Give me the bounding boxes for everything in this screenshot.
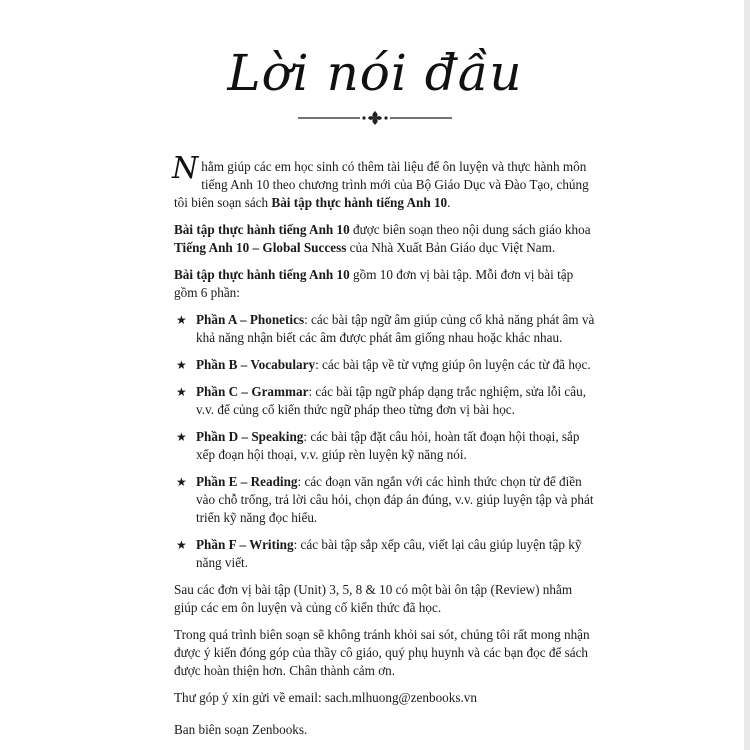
intro-paragraph: Nhằm giúp các em học sinh có thêm tài liệu để ôn luyện và thực hành môn tiếng Anh 10 theo chương trình mới của Bộ Giáo Dục và Đào Tạo, chúng tôi biên soạn sách Bài tập thực hành tiếng Anh 10. bbox=[172, 151, 589, 210]
textbook-paragraph: Bài tập thực hành tiếng Anh 10 được biên soạn theo nội dung sách giáo khoa Tiếng Anh 10 – Global Success của Nhà Xuất Bản Giáo dục Việt Nam. bbox=[174, 222, 591, 255]
page-spine-shadow bbox=[744, 0, 750, 750]
contact-paragraph: Thư góp ý xin gửi về email: sach.mlhuong@zenbooks.vn bbox=[174, 690, 477, 705]
textbook-name: Tiếng Anh 10 – Global Success bbox=[174, 240, 347, 255]
list-item: ★ Phần C – Grammar: các bài tập ngữ pháp dạng trắc nghiệm, sửa lỗi câu, v.v. để củng cố kiến thức ngữ pháp theo từng đơn vị bài học. bbox=[176, 384, 587, 417]
review-paragraph: Sau các đơn vị bài tập (Unit) 3, 5, 8 & 10 có một bài ôn tập (Review) nhằm giúp các em ôn luyện và củng cố kiến thức đã học. bbox=[174, 582, 573, 615]
ornament-divider-icon bbox=[298, 108, 452, 128]
page-title: Lời nói đầu bbox=[227, 44, 523, 102]
feedback-paragraph: Trong quá trình biên soạn sẽ không tránh khỏi sai sót, chúng tôi rất mong nhận được ý kiến đóng góp của thầy cô giáo, quý phụ huynh và các bạn đọc để sách được hoàn thiện hơn. Chân thành cảm ơn. bbox=[174, 627, 590, 678]
star-icon: ★ bbox=[176, 385, 187, 399]
star-icon: ★ bbox=[176, 313, 187, 327]
list-item: ★ Phần F – Writing: các bài tập sắp xếp câu, viết lại câu giúp luyện tập kỹ năng viết. bbox=[176, 537, 582, 570]
book-name: Bài tập thực hành tiếng Anh 10 bbox=[174, 222, 350, 237]
star-icon: ★ bbox=[176, 430, 187, 444]
preface-body bbox=[172, 151, 598, 748]
list-item: ★ Phần E – Reading: các đoạn văn ngắn với các hình thức chọn từ để điền vào chỗ trống, trả lời câu hỏi, chọn đáp án đúng, v.v. giúp luyện tập và phát triển kỹ năng đọc hiểu. bbox=[176, 474, 594, 525]
structure-paragraph: Bài tập thực hành tiếng Anh 10 gồm 10 đơn vị bài tập. Mỗi đơn vị bài tập gồm 6 phần: bbox=[174, 267, 574, 300]
list-item: ★ Phần B – Vocabulary: các bài tập về từ vựng giúp ôn luyện các từ đã học. bbox=[176, 357, 591, 372]
sections-list bbox=[174, 311, 598, 572]
star-icon: ★ bbox=[176, 475, 187, 489]
list-item: ★ Phần D – Speaking: các bài tập đặt câu hỏi, hoàn tất đoạn hội thoại, sắp xếp đoạn hội thoại, v.v. giúp rèn luyện kỹ năng nói. bbox=[176, 429, 580, 462]
contact-email: sach.mlhuong@zenbooks.vn bbox=[324, 690, 477, 705]
book-name: Bài tập thực hành tiếng Anh 10 bbox=[174, 267, 350, 282]
signature: Ban biên soạn Zenbooks. bbox=[174, 722, 308, 737]
star-icon: ★ bbox=[176, 538, 187, 552]
star-icon: ★ bbox=[176, 358, 187, 372]
drop-cap: N bbox=[172, 151, 199, 186]
list-item: ★ Phần A – Phonetics: các bài tập ngữ âm giúp củng cố khả năng phát âm và khả năng nhận biết các âm được phát âm giống nhau hoặc khác nhau. bbox=[176, 312, 595, 345]
book-name: Bài tập thực hành tiếng Anh 10 bbox=[271, 195, 448, 210]
